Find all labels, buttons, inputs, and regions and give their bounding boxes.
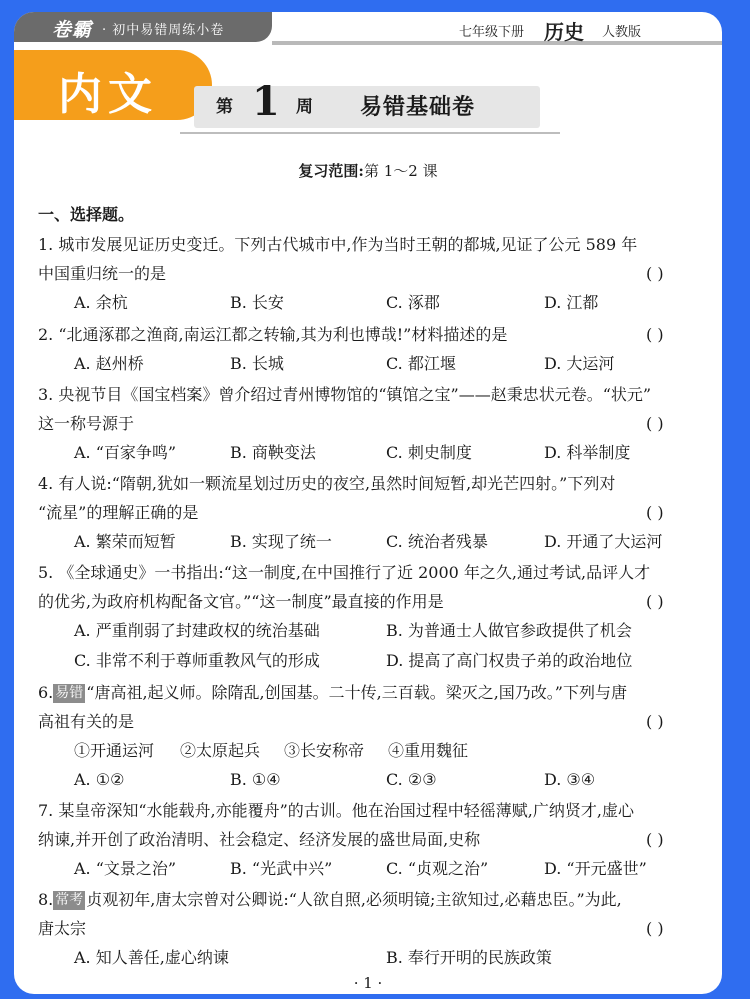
- option-c[interactable]: C. 统治者残暴: [386, 532, 488, 551]
- statement-3: ③长安称帝: [284, 741, 365, 760]
- question-text: 2. “北通涿郡之渔商,南运江都之转输,其为利也博哉!”材料描述的是: [38, 325, 508, 344]
- statement-1: ①开通运河: [74, 741, 155, 760]
- answer-blank[interactable]: ( ): [646, 830, 664, 849]
- question-4-line-2: [38, 498, 710, 528]
- question-text: 中国重归统一的是: [38, 264, 167, 283]
- option-d[interactable]: D. ③④: [544, 770, 596, 789]
- question-3-line-1: 3. 央视节目《国宝档案》曾介绍过青州博物馆的“镇馆之宝”——赵秉忠状元卷。“状元”: [38, 385, 652, 404]
- option-c[interactable]: C. 刺史制度: [386, 443, 472, 462]
- option-a[interactable]: A. 严重削弱了封建政权的统治基础: [74, 621, 320, 640]
- subject-label: 历史: [544, 20, 584, 44]
- question-8-line-1: [38, 885, 710, 915]
- exam-page: [14, 12, 722, 994]
- page-number: · 1 ·: [353, 974, 383, 992]
- option-b[interactable]: B. ①④: [230, 770, 281, 789]
- option-c[interactable]: C. ②③: [386, 770, 437, 789]
- option-b[interactable]: B. 长城: [230, 354, 284, 373]
- answer-blank[interactable]: ( ): [646, 592, 664, 611]
- option-a[interactable]: A. “百家争鸣”: [74, 443, 177, 462]
- tag-easy-mistake: 易错: [55, 685, 84, 701]
- option-a[interactable]: A. 余杭: [74, 293, 128, 312]
- question-text: 这一称号源于: [38, 414, 135, 433]
- option-b[interactable]: B. 为普通士人做官参政提供了机会: [386, 621, 632, 640]
- question-3-line-2: [38, 409, 710, 439]
- question-1-line-1: 1. 城市发展见证历史变迁。下列古代城市中,作为当时王朝的都城,见证了公元 589 年: [38, 235, 638, 254]
- question-8-line-2: [38, 914, 710, 944]
- question-1-line-2: [38, 259, 710, 289]
- week-prefix: 第: [216, 97, 233, 117]
- option-d[interactable]: D. “开元盛世”: [544, 859, 647, 878]
- question-number: 6.: [38, 683, 54, 702]
- answer-blank[interactable]: ( ): [646, 712, 664, 731]
- question-5-line-2: [38, 587, 710, 617]
- answer-blank[interactable]: ( ): [646, 325, 664, 344]
- answer-blank[interactable]: ( ): [646, 264, 664, 283]
- option-c[interactable]: C. 涿郡: [386, 293, 440, 312]
- review-label: 复习范围:: [298, 162, 364, 180]
- question-7-line-1: 7. 某皇帝深知“水能载舟,亦能覆舟”的古训。他在治国过程中轻徭薄赋,广纳贤才,虚心: [38, 801, 634, 820]
- option-d[interactable]: D. 提高了高门权贵子弟的政治地位: [386, 651, 633, 670]
- option-a[interactable]: A. 赵州桥: [74, 354, 144, 373]
- question-4-options: [38, 527, 710, 557]
- question-6-line-2: [38, 707, 710, 737]
- question-4-line-1: 4. 有人说:“隋朝,犹如一颗流星划过历史的夜空,虽然时间短暂,却光芒四射。”下列对: [38, 474, 616, 493]
- option-a[interactable]: A. ①②: [74, 770, 125, 789]
- question-8-options: [38, 943, 710, 973]
- option-b[interactable]: B. 长安: [230, 293, 284, 312]
- statement-2: ②太原起兵: [180, 741, 261, 760]
- brand-logo: 卷霸: [52, 19, 93, 41]
- question-5-line-1: 5. 《全球通史》一书指出:“这一制度,在中国推行了近 2000 年之久,通过考试,品评人才: [38, 563, 651, 582]
- option-d[interactable]: D. 开通了大运河: [544, 532, 663, 551]
- statement-4: ④重用魏征: [388, 741, 469, 760]
- question-6-options: [38, 765, 710, 795]
- question-7-options: [38, 854, 710, 884]
- option-b[interactable]: B. 商鞅变法: [230, 443, 316, 462]
- week-number: 1: [252, 78, 280, 125]
- question-5-options-row-2: [38, 646, 710, 676]
- answer-blank[interactable]: ( ): [646, 503, 664, 522]
- option-a[interactable]: A. 知人善任,虚心纳谏: [74, 948, 229, 967]
- brand-tab: [14, 12, 272, 42]
- question-5-options-row-1: [38, 616, 710, 646]
- option-a[interactable]: A. “文景之治”: [74, 859, 177, 878]
- review-value: 第 1～2 课: [363, 162, 438, 180]
- answer-blank[interactable]: ( ): [646, 414, 664, 433]
- page-header: [14, 12, 722, 50]
- week-suffix: 周: [296, 97, 313, 117]
- section-badge: [14, 50, 212, 120]
- question-7-line-2: [38, 825, 710, 855]
- edition-label: 人教版: [602, 25, 642, 40]
- question-text: 纳谏,并开创了政治清明、社会稳定、经济发展的盛世局面,史称: [38, 830, 481, 849]
- question-1-options: [38, 288, 710, 318]
- question-text: “唐高祖,起义师。除隋乱,创国基。二十传,三百载。梁灭之,国乃改。”下列与唐: [86, 683, 627, 702]
- option-a[interactable]: A. 繁荣而短暂: [74, 532, 176, 551]
- header-rule: [272, 41, 722, 45]
- option-c[interactable]: C. 都江堰: [386, 354, 456, 373]
- option-d[interactable]: D. 大运河: [544, 354, 615, 373]
- option-c[interactable]: C. 非常不利于尊师重教风气的形成: [74, 651, 320, 670]
- badge-label: 内文: [58, 69, 158, 120]
- paper-title: 易错基础卷: [360, 95, 476, 120]
- option-b[interactable]: B. “光武中兴”: [230, 859, 333, 878]
- question-6-line-1: [38, 678, 710, 708]
- tag-frequently-tested: 常考: [55, 892, 84, 908]
- question-2-options: [38, 349, 710, 379]
- question-text: 的优劣,为政府机构配备文官。”“这一制度”最直接的作用是: [38, 592, 444, 611]
- option-c[interactable]: C. “贞观之治”: [386, 859, 489, 878]
- question-text: 唐太宗: [38, 919, 87, 938]
- series-title: · 初中易错周练小卷: [102, 23, 225, 38]
- section-heading: 一、选择题。: [38, 205, 135, 224]
- week-banner-rule: [180, 132, 560, 134]
- option-b[interactable]: B. 奉行开明的民族政策: [386, 948, 552, 967]
- question-2-line-1: [38, 320, 710, 350]
- answer-blank[interactable]: ( ): [646, 919, 664, 938]
- question-text: 高祖有关的是: [38, 712, 135, 731]
- option-d[interactable]: D. 科举制度: [544, 443, 631, 462]
- option-d[interactable]: D. 江都: [544, 293, 599, 312]
- review-scope: [14, 160, 722, 181]
- question-text: 贞观初年,唐太宗曾对公卿说:“人欲自照,必须明镜;主欲知过,必藉忠臣。”为此,: [86, 890, 622, 909]
- option-b[interactable]: B. 实现了统一: [230, 532, 332, 551]
- grade-label: 七年级下册: [459, 25, 525, 40]
- question-3-options: [38, 438, 710, 468]
- question-text: “流星”的理解正确的是: [38, 503, 199, 522]
- question-6-items: [38, 736, 710, 766]
- question-number: 8.: [38, 890, 54, 909]
